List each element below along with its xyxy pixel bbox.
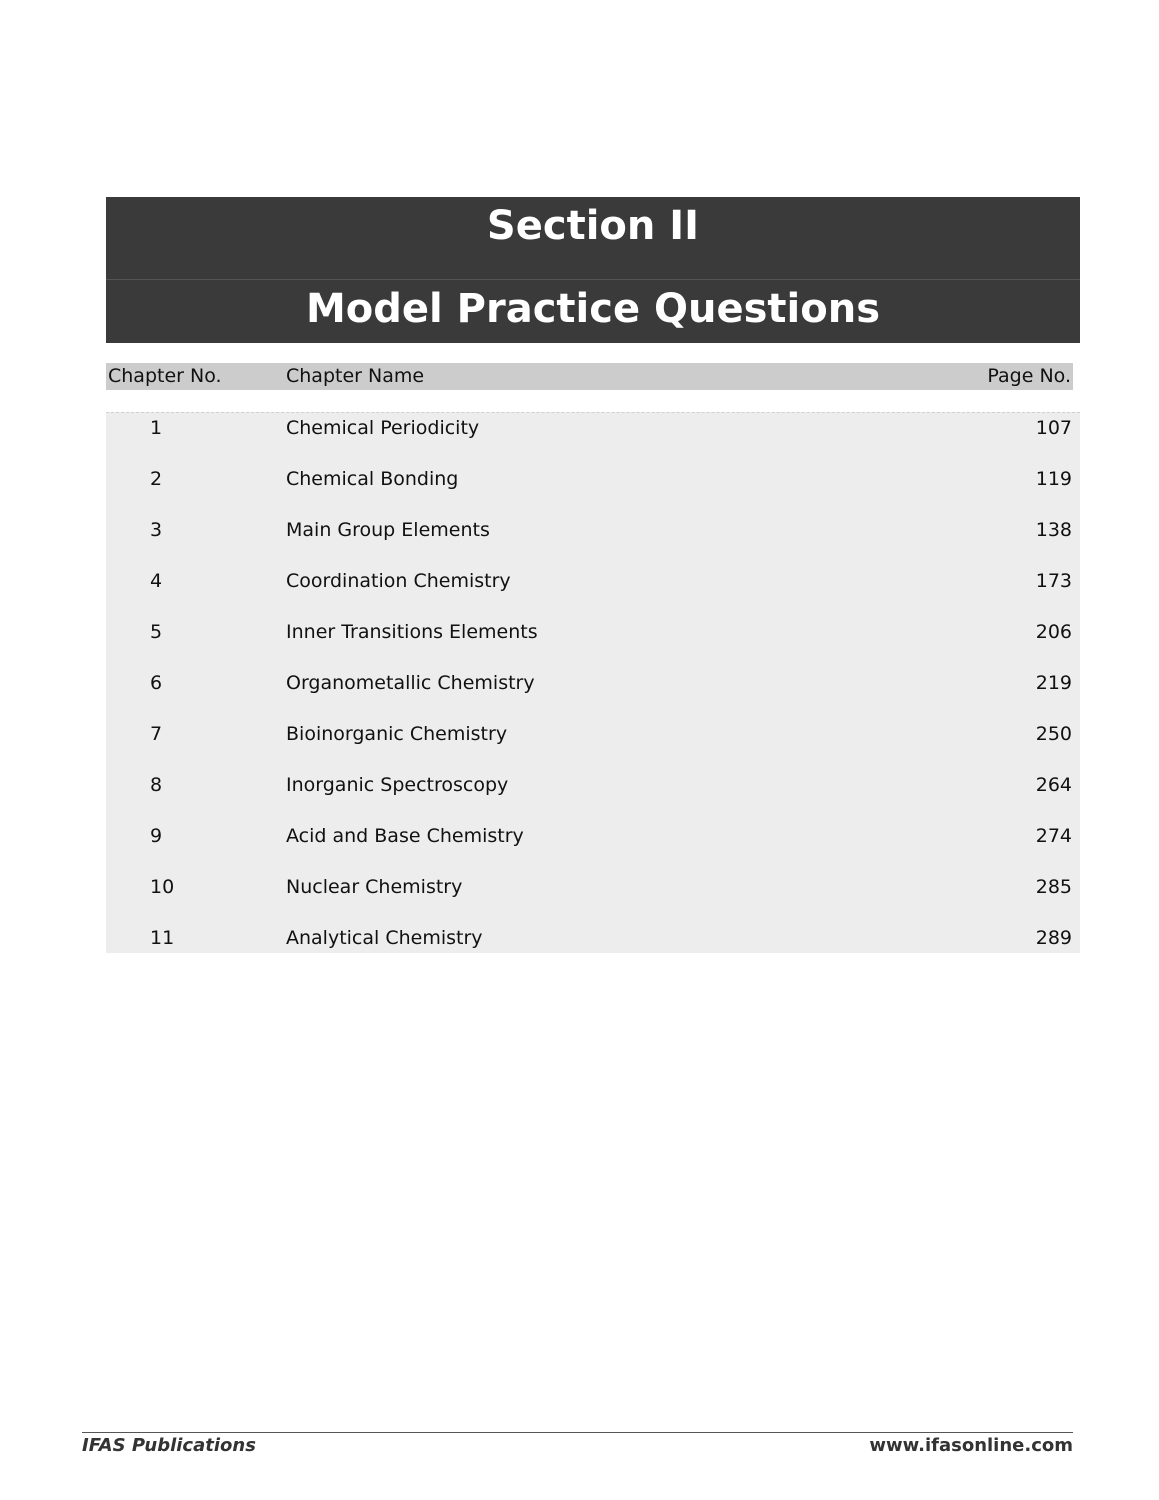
table-row [106,464,1080,515]
table-row [106,923,1080,974]
page-number: 289 [1035,927,1072,949]
table-row [106,617,1080,668]
page-number: 219 [1035,672,1072,694]
chapter-number: 8 [150,774,163,796]
header-chapter-name: Chapter Name [286,365,425,387]
chapter-name: Chemical Bonding [286,468,459,490]
chapter-name: Chemical Periodicity [286,417,480,439]
footer-publisher: IFAS Publications [82,1435,256,1456]
chapter-name: Inner Transitions Elements [286,621,538,643]
chapter-name: Acid and Base Chemistry [286,825,524,847]
table-row [106,515,1080,566]
section-banner [106,197,1080,279]
table-row [106,413,1080,464]
header-page-no: Page No. [987,365,1071,387]
page-number: 250 [1035,723,1072,745]
page-number: 206 [1035,621,1072,643]
chapter-number: 9 [150,825,163,847]
table-header [106,363,1073,390]
chapter-name: Bioinorganic Chemistry [286,723,508,745]
table-row [106,821,1080,872]
footer-divider [82,1432,1073,1433]
table-of-contents [106,412,1080,953]
page-number: 138 [1035,519,1072,541]
chapter-number: 3 [150,519,163,541]
table-row [106,872,1080,923]
page-number: 274 [1035,825,1072,847]
title-banner [106,280,1080,343]
chapter-number: 6 [150,672,163,694]
chapter-number: 11 [150,927,175,949]
table-row [106,668,1080,719]
chapter-name: Nuclear Chemistry [286,876,463,898]
chapter-number: 2 [150,468,163,490]
page-number: 107 [1035,417,1072,439]
table-row [106,770,1080,821]
chapter-name: Analytical Chemistry [286,927,483,949]
chapter-number: 1 [150,417,163,439]
section-heading: Section II [486,203,700,249]
chapter-number: 4 [150,570,163,592]
page-number: 173 [1035,570,1072,592]
chapter-name: Organometallic Chemistry [286,672,535,694]
chapter-name: Inorganic Spectroscopy [286,774,509,796]
chapter-name: Coordination Chemistry [286,570,511,592]
chapter-number: 5 [150,621,163,643]
page-title: Model Practice Questions [305,286,881,332]
table-row [106,719,1080,770]
page-number: 285 [1035,876,1072,898]
footer-website: www.ifasonline.com [869,1435,1073,1456]
chapter-number: 7 [150,723,163,745]
chapter-name: Main Group Elements [286,519,490,541]
page-number: 119 [1035,468,1072,490]
header-chapter-no: Chapter No. [108,365,222,387]
chapter-number: 10 [150,876,175,898]
page-number: 264 [1035,774,1072,796]
table-row [106,566,1080,617]
